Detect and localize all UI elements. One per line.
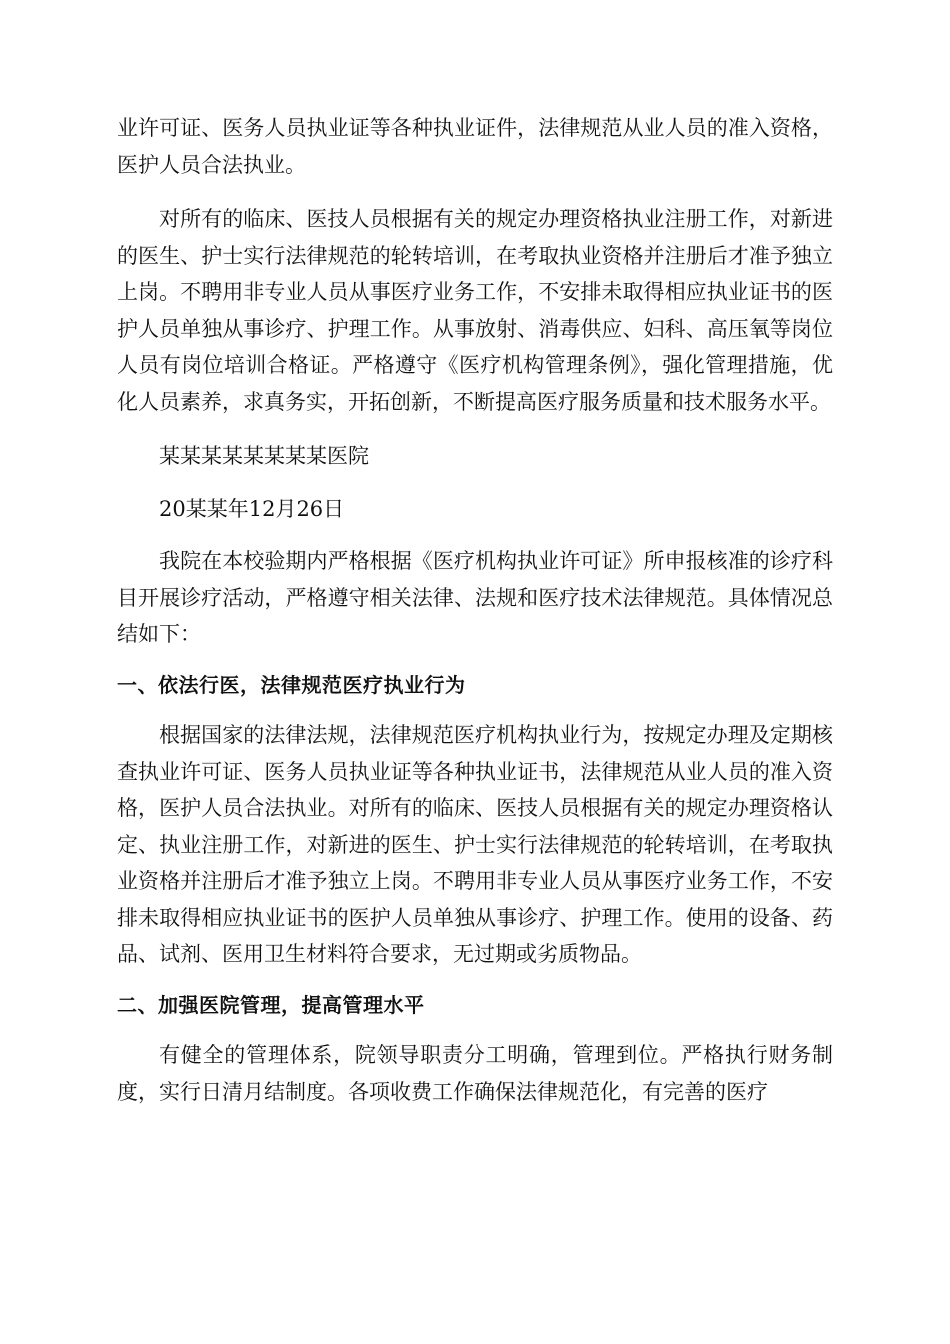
document-date: 20某某年12月26日 — [159, 496, 345, 521]
summary-paragraph: 我院在本校验期内严格根据《医疗机构执业许可证》所申报核准的诊疗科目开展诊疗活动，严格遵守相关法律、法规和医疗技术法律规范。具体情况总结如下： — [117, 549, 833, 646]
section-heading-2: 二、加强医院管理，提高管理水平 — [117, 992, 425, 1017]
intro-continuation-paragraph: 业许可证、医务人员执业证等各种执业证件，法律规范从业人员的准入资格，医护人员合法执业。 — [117, 116, 833, 177]
section-2-paragraph: 有健全的管理体系，院领导职责分工明确，管理到位。严格执行财务制度，实行日清月结制度。各项收费工作确保法律规范化，有完善的医疗 — [117, 1043, 833, 1104]
section-1-paragraph: 根据国家的法律法规，法律规范医疗机构执业行为，按规定办理及定期核查执业许可证、医务人员执业证等各种执业证书，法律规范从业人员的准入资格，医护人员合法执业。对所有的临床、医技人员根据有关的规定办理资格认定、执业注册工作，对新进的医生、护士实行法律规范的轮转培训，在考取执业资格并注册后才准予独立上岗。不聘用非专业人员从事医疗业务工作，不安排未取得相应执业证书的医护人员单独从事诊疗、护理工作。使用的设备、药品、试剂、医用卫生材料符合要求，无过期或劣质物品。 — [117, 723, 833, 966]
hospital-name: 某某某某某某某某医院 — [159, 444, 369, 468]
section-heading-1: 一、依法行医，法律规范医疗执业行为 — [117, 672, 466, 697]
document-page — [117, 110, 833, 1110]
staff-qualification-paragraph: 对所有的临床、医技人员根据有关的规定办理资格执业注册工作，对新进的医生、护士实行法律规范的轮转培训，在考取执业资格并注册后才准予独立上岗。不聘用非专业人员从事医疗业务工作，不安排未取得相应执业证书的医护人员单独从事诊疗、护理工作。从事放射、消毒供应、妇科、高压氧等岗位人员有岗位培训合格证。严格遵守《医疗机构管理条例》，强化管理措施，优化人员素养，求真务实，开拓创新，不断提高医疗服务质量和技术服务水平。 — [117, 207, 833, 414]
